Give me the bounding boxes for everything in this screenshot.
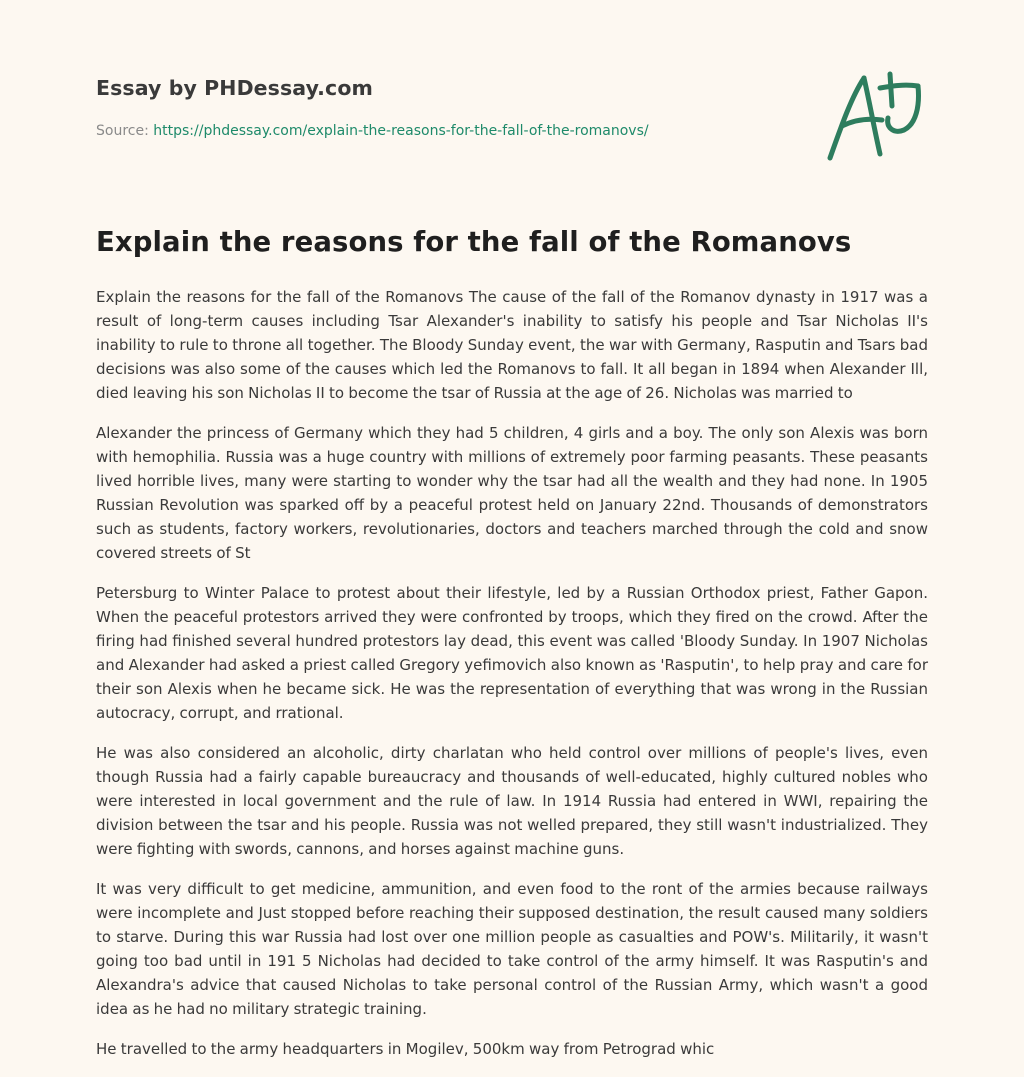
essay-header xyxy=(96,76,796,139)
site-brand: Essay by PHDessay.com xyxy=(96,76,373,100)
essay-paragraph: Alexander the princess of Germany which they had 5 children, 4 girls and a boy. The only son Alexis was born with hemophilia. Russia was a huge country with millions of extremely poor farming peasants. These peasants lived horrible lives, many were starting to wonder why the tsar had all the wealth and they had none. In 1905 Russian Revolution was sparked off by a peaceful protest held on January 22nd. Thousands of demonstrators such as students, factory workers, revolutionaries, doctors and teachers marched through the cold and snow covered streets of St xyxy=(96,424,928,562)
source-line xyxy=(96,123,796,139)
a-plus-logo-icon xyxy=(820,66,930,166)
essay-paragraph: Explain the reasons for the fall of the Romanovs The cause of the fall of the Romanov dynasty in 1917 was a result of long-term causes including Tsar Alexander's inability to satisfy his people and Tsar Nicholas II's inability to rule to throne all together. The Bloody Sunday event, the war with Germany, Rasputin and Tsars bad decisions was also some of the causes which led the Romanovs to fall. It all began in 1894 when Alexander Ill, died leaving his son Nicholas II to become the tsar of Russia at the age of 26. Nicholas was married to xyxy=(96,288,928,402)
essay-paragraph: Petersburg to Winter Palace to protest about their lifestyle, led by a Russian Orthodox priest, Father Gapon. When the peaceful protestors arrived they were confronted by troops, which they fired on the crowd. After the firing had finished several hundred protestors lay dead, this event was called 'Bloody Sunday. In 1907 Nicholas and Alexander had asked a priest called Gregory yefimovich also known as 'Rasputin', to help pray and care for their son Alexis when he became sick. He was the representation of everything that was wrong in the Russian autocracy, corrupt, and rrational. xyxy=(96,584,928,722)
essay-paragraph: He travelled to the army headquarters in Mogilev, 500km way from Petrograd whic xyxy=(96,1040,715,1058)
source-link[interactable]: https://phdessay.com/explain-the-reasons-for-the-fall-of-the-romanovs/ xyxy=(153,123,649,139)
essay-title: Explain the reasons for the fall of the Romanovs xyxy=(96,226,852,258)
essay-body xyxy=(96,285,928,1077)
essay-paragraph: It was very difficult to get medicine, ammunition, and even food to the ront of the armies because railways were incomplete and Just stopped before reaching their supposed destination, the result caused many soldiers to starve. During this war Russia had lost over one million people as casualties and POW's. Militarily, it wasn't going too bad until in 191 5 Nicholas had decided to take control of the army himself. It was Rasputin's and Alexandra's advice that caused Nicholas to take personal control of the Russian Army, which wasn't a good idea as he had no military strategic training. xyxy=(96,880,928,1018)
essay-paragraph: He was also considered an alcoholic, dirty charlatan who held control over millions of people's lives, even though Russia had a fairly capable bureaucracy and thousands of well-educated, highly cultured nobles who were interested in local government and the rule of law. In 1914 Russia had entered in WWI, repairing the division between the tsar and his people. Russia was not welled prepared, they still wasn't industrialized. They were fighting with swords, cannons, and horses against machine guns. xyxy=(96,744,928,858)
source-label: Source: xyxy=(96,123,149,139)
